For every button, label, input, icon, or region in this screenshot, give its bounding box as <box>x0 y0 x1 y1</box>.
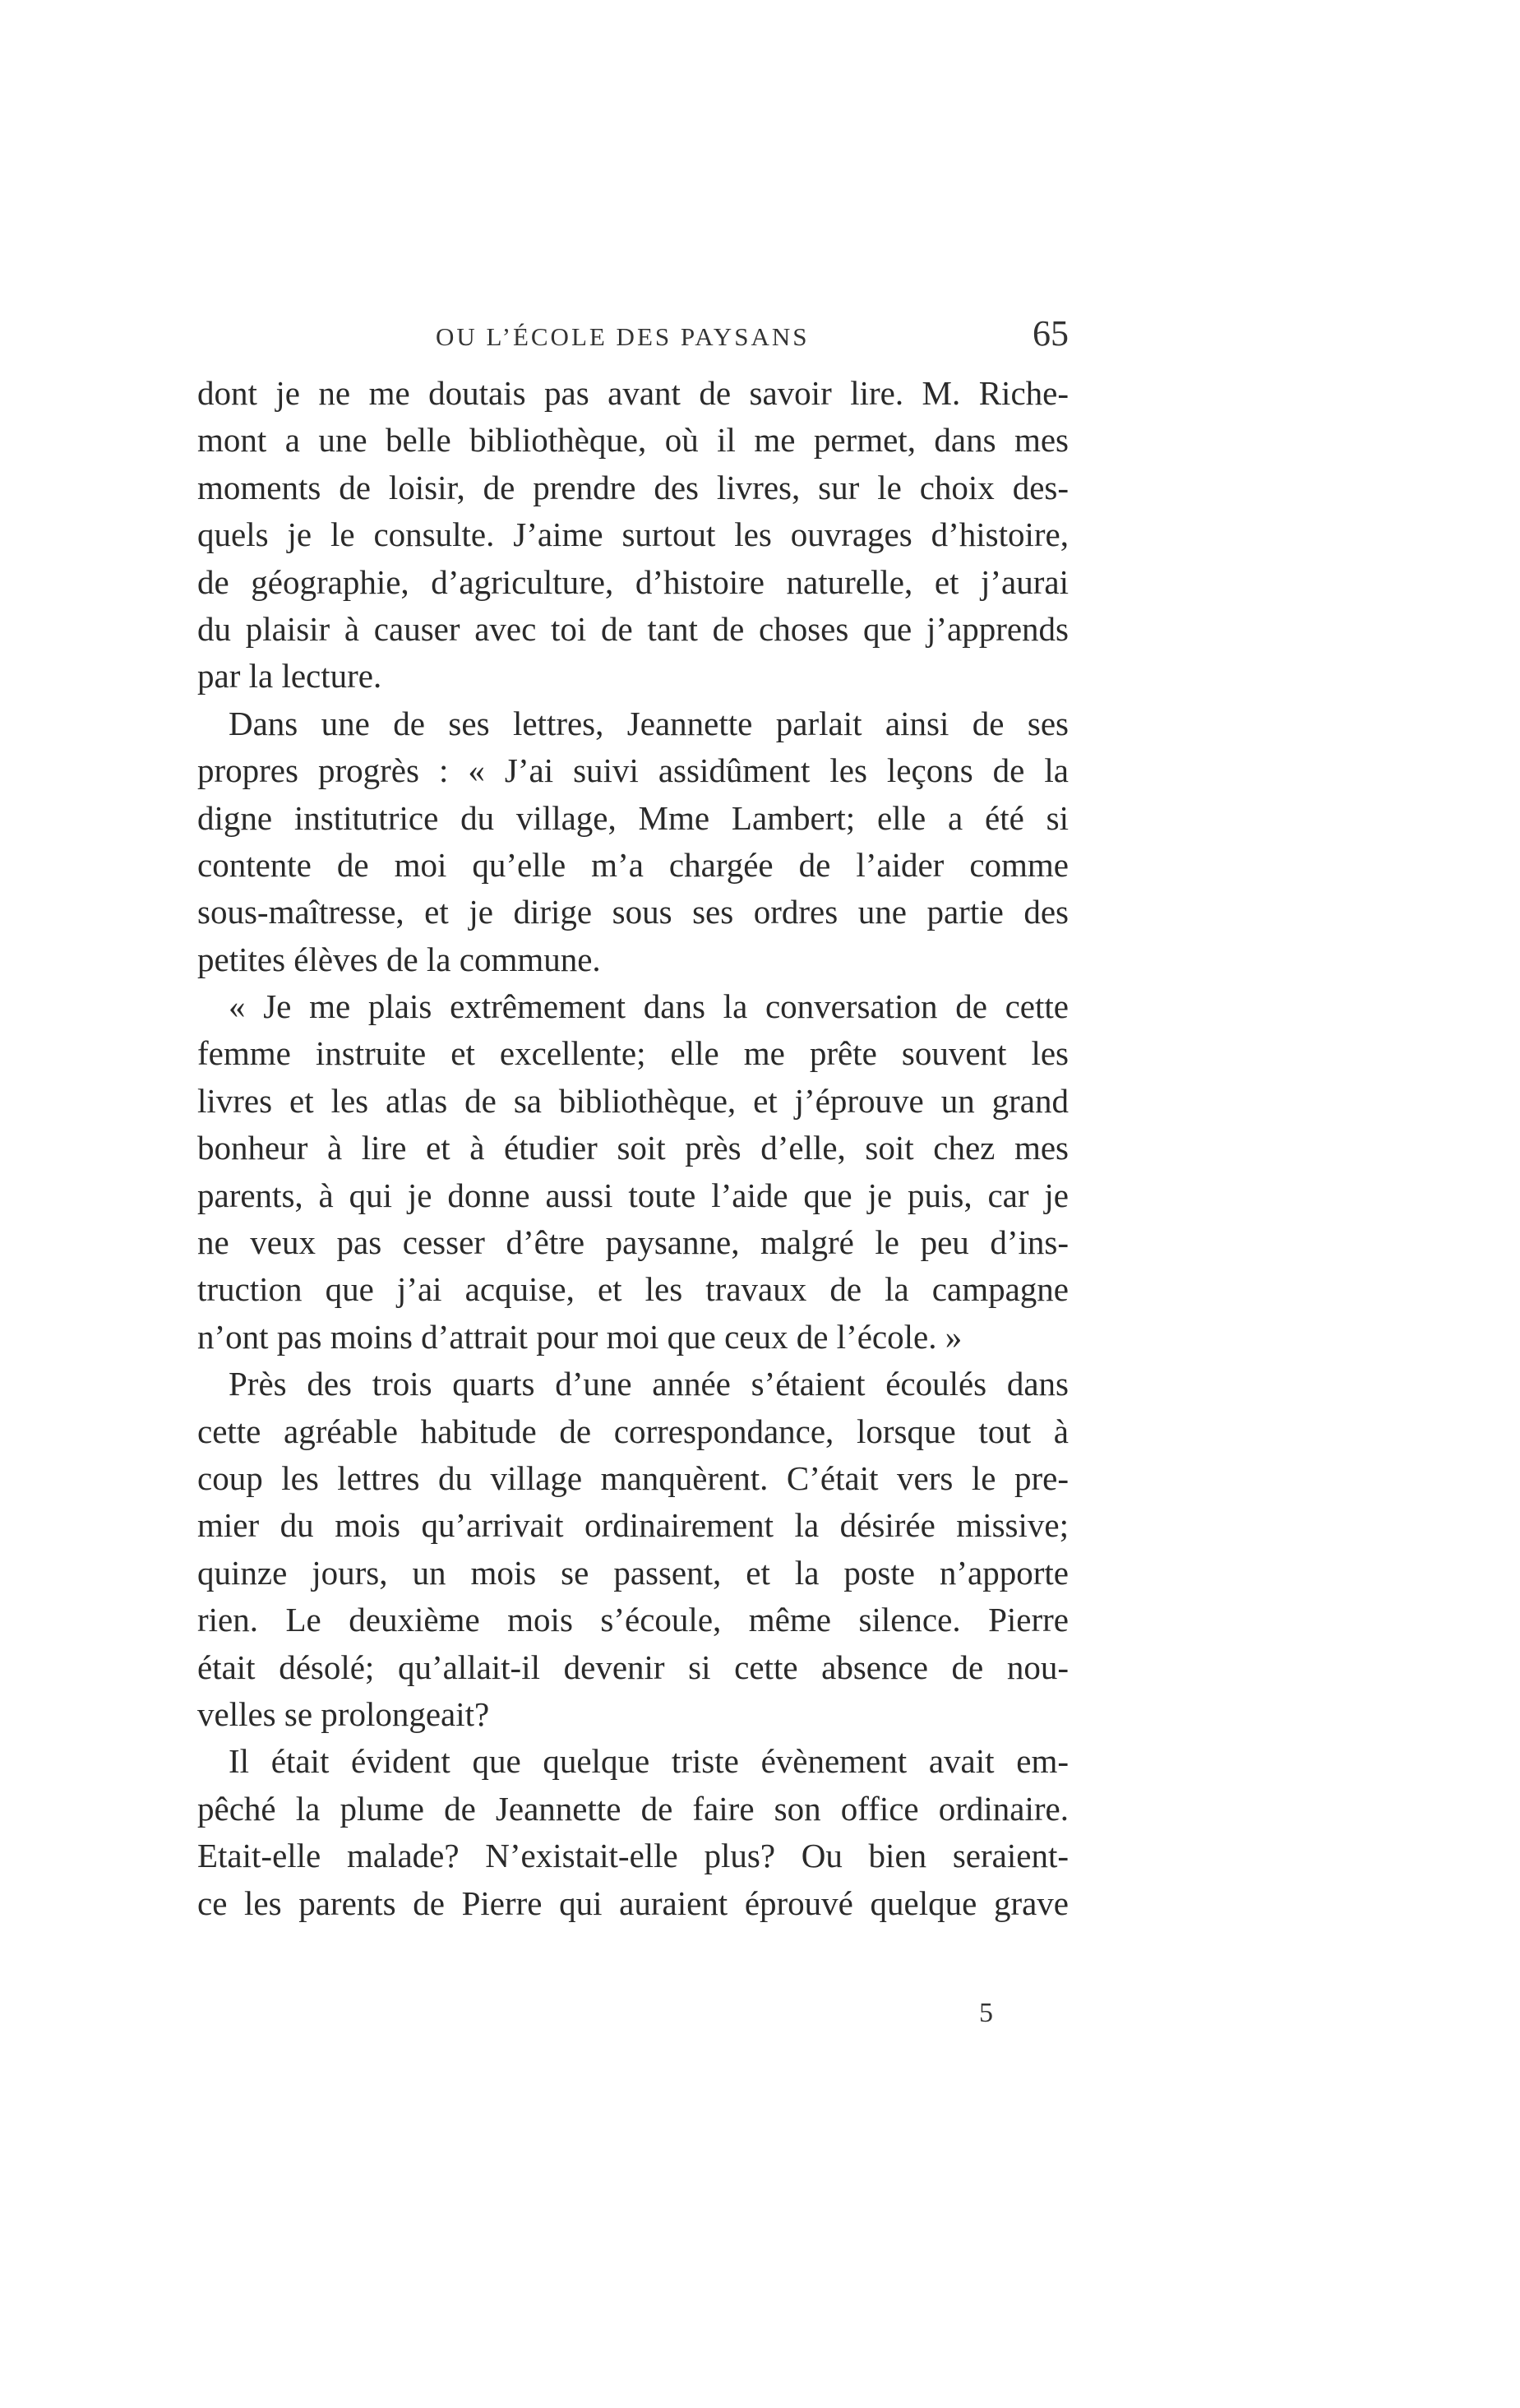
text-line: rien. Le deuxième mois s’écoule, même silence. Pierre <box>197 1601 1069 1639</box>
text-line: digne institutrice du village, Mme Lambert; elle a été si <box>197 798 1069 837</box>
page-number: 65 <box>1033 313 1069 354</box>
text-line: mier du mois qu’arrivait ordinairement la désirée missive; <box>197 1506 1069 1545</box>
text-line: Etait-elle malade? N’existait-elle plus? Ou bien seraient- <box>197 1837 1069 1875</box>
text-line: propres progrès : « J’ai suivi assidûment les leçons de la <box>197 751 1069 790</box>
text-line: quels je le consulte. J’aime surtout les ouvrages d’histoire, <box>197 515 1069 554</box>
text-line: n’ont pas moins d’attrait pour moi que ceux de l’école. » <box>197 1317 963 1356</box>
text-line: parents, à qui je donne aussi toute l’aide que je puis, car je <box>197 1176 1069 1214</box>
text-line: était désolé; qu’allait-il devenir si cette absence de nou- <box>197 1648 1069 1686</box>
paragraph-start: Il était évident que quelque triste évènement avait em- <box>229 1742 1069 1781</box>
paragraph-start: Dans une de ses lettres, Jeannette parlait ainsi de ses <box>229 704 1069 742</box>
text-line: du plaisir à causer avec toi de tant de choses que j’apprends <box>197 609 1069 648</box>
running-title: OU L’ÉCOLE DES PAYSANS <box>436 322 810 351</box>
text-line: bonheur à lire et à étudier soit près d’elle, soit chez mes <box>197 1129 1069 1167</box>
running-head <box>197 312 1069 362</box>
text-line: sous-maîtresse, et je dirige sous ses ordres une partie des <box>197 893 1069 931</box>
paragraph-start: « Je me plais extrêmement dans la conversation de cette <box>229 987 1069 1026</box>
text-line: truction que j’ai acquise, et les travaux de la campagne <box>197 1270 1069 1309</box>
text-line: femme instruite et excellente; elle me prête souvent les <box>197 1034 1069 1073</box>
text-line: moments de loisir, de prendre des livres, sur le choix des- <box>197 468 1069 506</box>
body-text <box>197 370 1069 1927</box>
text-line: dont je ne me doutais pas avant de savoir lire. M. Riche- <box>197 374 1069 412</box>
paragraph-start: Près des trois quarts d’une année s’étaient écoulés dans <box>229 1365 1069 1403</box>
signature-mark: 5 <box>979 1998 993 2028</box>
text-line: velles se prolongeait? <box>197 1694 490 1733</box>
text-line: ne veux pas cesser d’être paysanne, malgré le peu d’ins- <box>197 1223 1069 1262</box>
text-line: livres et les atlas de sa bibliothèque, et j’éprouve un grand <box>197 1081 1069 1120</box>
text-line: petites élèves de la commune. <box>197 940 601 978</box>
text-line: mont a une belle bibliothèque, où il me permet, dans mes <box>197 421 1069 460</box>
text-line: ce les parents de Pierre qui auraient éprouvé quelque grave <box>197 1883 1069 1922</box>
text-line: par la lecture. <box>197 657 382 696</box>
text-line: cette agréable habitude de correspondance, lorsque tout à <box>197 1412 1069 1450</box>
text-line: contente de moi qu’elle m’a chargée de l’aider comme <box>197 845 1069 884</box>
text-line: coup les lettres du village manquèrent. C’était vers le pre- <box>197 1458 1069 1497</box>
text-line: quinze jours, un mois se passent, et la poste n’apporte <box>197 1553 1069 1592</box>
text-line: pêché la plume de Jeannette de faire son office ordinaire. <box>197 1789 1069 1828</box>
text-line: de géographie, d’agriculture, d’histoire naturelle, et j’aurai <box>197 562 1069 601</box>
